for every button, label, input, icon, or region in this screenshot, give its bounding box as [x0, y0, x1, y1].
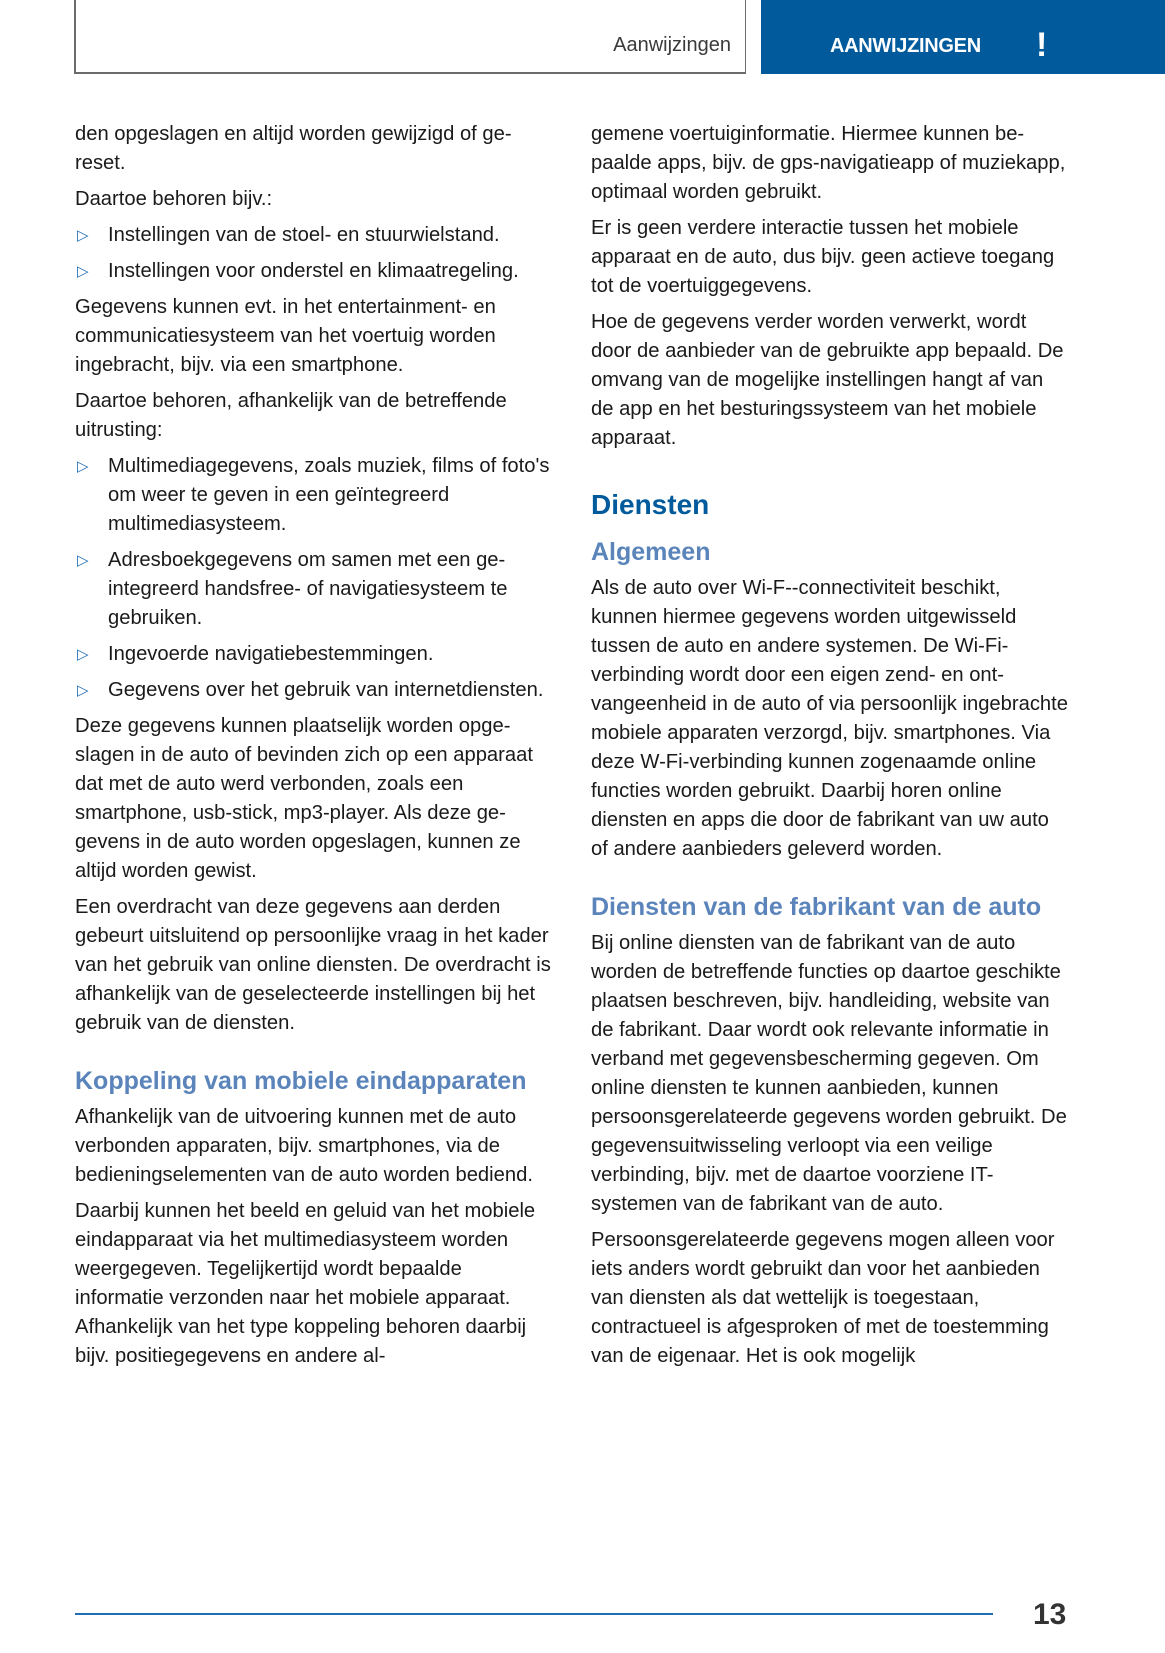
triangle-bullet-icon: ▷ — [77, 682, 89, 699]
running-header-box — [74, 0, 746, 74]
triangle-bullet-icon: ▷ — [77, 552, 89, 569]
bullet-list — [75, 221, 555, 286]
paragraph: Daarbij kunnen het beeld en geluid van het mobiele eindapparaat via het multimediasysteem worden weergegeven. Tegelijkertijd wordt bepaalde informatie verzonden naar het mobiele apparaat. Afhankelijk van het type koppeling behoren daarbij bijv. positiegegevens en andere al- — [75, 1200, 536, 1367]
paragraph: Daartoe behoren bijv.: — [75, 188, 273, 210]
list-item-text: Ingevoerde navigatiebestemmingen. — [108, 643, 434, 665]
paragraph: Persoonsgerelateerde gegevens mogen alleen voor iets anders wordt gebruikt dan voor het aanbieden van diensten als dat wettelijk is toegestaan, contractueel is afgesproken of met de toestemming van de eigenaar. Het is ook mogelijk — [591, 1229, 1055, 1367]
paragraph: Deze gegevens kunnen plaatselijk worden opgeslagen in de auto of bevinden zich op een apparaat dat met de auto werd verbonden, zoals een smartphone, usb-stick, mp3-player. Als deze gegevens in de auto worden opgeslagen, kunnen ze altijd worden gewist. — [75, 715, 533, 882]
list-item — [75, 676, 555, 705]
paragraph: Een overdracht van deze gegevens aan derden gebeurt uitsluitend op persoonlijke vraag in het kader van het gebruik van online diensten. De overdracht is afhankelijk van de geselecteerde instellingen bij het gebruik van de diensten. — [75, 896, 551, 1034]
triangle-bullet-icon: ▷ — [77, 646, 89, 663]
exclamation-icon: ! — [1036, 26, 1048, 64]
paragraph: gemene voertuiginformatie. Hiermee kunnen bepaalde apps, bijv. de gps-navigatieapp of muziekapp, optimaal worden gebruikt. — [591, 123, 1066, 203]
triangle-bullet-icon: ▷ — [77, 227, 89, 244]
chapter-tab-label: AANWIJZINGEN — [830, 35, 981, 57]
list-item-text: Adresboekgegevens om samen met een geintegreerd handsfree- of navigatiesysteem te gebruiken. — [108, 549, 508, 629]
section-heading-koppeling: Koppeling van mobiele eindapparaten — [75, 1067, 527, 1095]
paragraph: Gegevens kunnen evt. in het entertainment- en communicatiesysteem van het voertuig worden ingebracht, bijv. via een smartphone. — [75, 296, 496, 376]
paragraph: Afhankelijk van de uitvoering kunnen met de auto verbonden apparaten, bijv. smartphones, via de bedieningselementen van de auto worden bediend. — [75, 1106, 533, 1186]
list-item-text: Instellingen voor onderstel en klimaatregeling. — [108, 260, 519, 282]
triangle-bullet-icon: ▷ — [77, 263, 89, 280]
paragraph: den opgeslagen en altijd worden gewijzigd of gereset. — [75, 123, 512, 174]
paragraph: Er is geen verdere interactie tussen het mobiele apparaat en de auto, dus bijv. geen actieve toegang tot de voertuiggegevens. — [591, 217, 1055, 297]
paragraph: Daartoe behoren, afhankelijk van de betreffende uitrusting: — [75, 390, 507, 441]
paragraph: Bij online diensten van de fabrikant van de auto worden de betreffende functies op daartoe geschikte plaatsen beschreven, bijv. handleiding, website van de fabrikant. Daar wordt ook relevante informatie in verband met gegevensbescherming gegeven. Om online diensten te kunnen aanbieden, kunnen persoonsgerelateerde gegevens worden gebruikt. De gegevensuitwisseling verloopt via een veilige verbinding, bijv. met de daartoe voorziene IT-systemen van de fabrikant van de auto. — [591, 932, 1067, 1215]
page-number: 13 — [1033, 1598, 1067, 1631]
paragraph: Hoe de gegevens verder worden verwerkt, wordt door de aanbieder van de gebruikte app bepaald. De omvang van de mogelijke instellingen hangt af van de app en het besturingssysteem van het mobiele apparaat. — [591, 311, 1064, 449]
footer-rule — [75, 1613, 993, 1615]
list-item — [75, 452, 555, 539]
list-item — [75, 221, 555, 250]
list-item — [75, 257, 555, 286]
section-heading-fabrikant: Diensten van de fabrikant van de auto — [591, 893, 1042, 921]
list-item — [75, 640, 555, 669]
list-item — [75, 546, 555, 633]
section-heading-algemeen: Algemeen — [591, 538, 711, 566]
left-column — [75, 120, 555, 1378]
list-item-text: Instellingen van de stoel- en stuurwielstand. — [108, 224, 500, 246]
list-item-text: Gegevens over het gebruik van internetdiensten. — [108, 679, 544, 701]
bullet-list — [75, 452, 555, 705]
triangle-bullet-icon: ▷ — [77, 458, 89, 475]
running-header-section-label: Aanwijzingen — [613, 34, 731, 56]
list-item-text: Multimediagegevens, zoals muziek, films of foto's om weer te geven in een geïntegreerd multimediasysteem. — [108, 455, 550, 535]
chapter-tab — [761, 0, 1165, 74]
paragraph: Als de auto over Wi-F--connectiviteit beschikt, kunnen hiermee gegevens worden uitgewisseld tussen de auto en andere systemen. De Wi-Fi-verbinding wordt door een eigen zend- en ontvangeenheid in de auto of via persoonlijk ingebrachte mobiele apparaten verzorgd, bijv. smartphones. Via deze W-Fi-verbinding kunnen zogenaamde online functies worden gebruikt. Daarbij horen online diensten en apps die door de fabrikant van uw auto of andere aanbieders geleverd worden. — [591, 577, 1068, 860]
right-column — [591, 120, 1071, 1378]
chapter-heading-diensten: Diensten — [591, 489, 710, 520]
